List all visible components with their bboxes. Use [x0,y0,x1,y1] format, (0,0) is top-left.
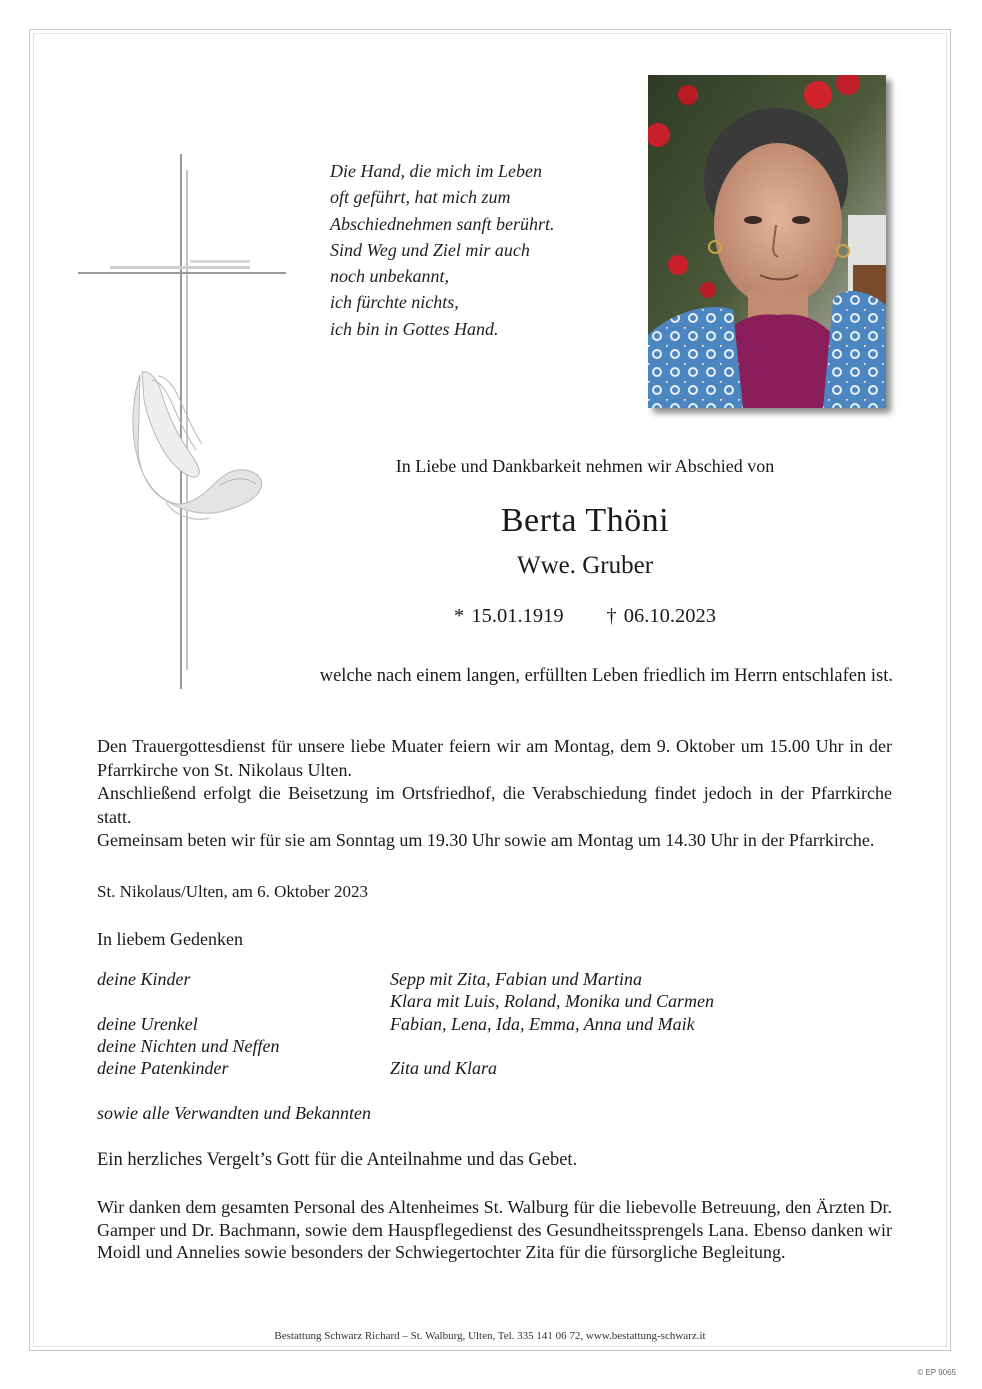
family-relation: deine Nichten und Neffen [97,1035,280,1056]
family-row [97,990,892,1012]
family-row [97,1035,892,1057]
life-dates [300,605,870,628]
footer-funeral-home: Bestattung Schwarz Richard – St. Walburg, Ulten, Tel. 335 141 06 72, www.bestattung-schwarz.it [274,1330,706,1342]
service-info [97,735,892,853]
poem-line: Die Hand, die mich im Leben [330,161,542,181]
portrait-photo [648,75,886,408]
family-names: Klara mit Luis, Roland, Monika und Carmen [390,991,715,1012]
poem-line: Sind Weg und Ziel mir auch [330,239,530,260]
thanks-long: Wir danken dem gesamten Personal des Altenheimes St. Walburg für die liebevolle Betreuung, den Ärzten Dr. Gamper und Dr. Bachmann, sowie dem Hauspflegedienst des Gesundheitssprengels Lana. Ebenso danken wir Moidl und Annelies sowie besonders der Schwiegertochter Zita für die fürsorgliche Begleitung. [97,1197,892,1262]
birth-date: * 15.01.1919 [454,605,564,627]
portrait-image [648,75,886,408]
place-date: St. Nikolaus/Ulten, am 6. Oktober 2023 [97,882,369,901]
intro-text: In Liebe und Dankbarkeit nehmen wir Abschied von [395,456,775,476]
poem [330,158,554,342]
cross-with-praying-hands [70,150,300,695]
family-row [97,1013,892,1035]
deceased-subname: Wwe. Gruber [516,552,654,579]
poem-line: ich fürchte nichts, [330,292,459,313]
family-names: Zita und Klara [390,1058,498,1079]
family-names: Fabian, Lena, Ida, Emma, Anna und Maik [390,1013,695,1034]
deceased-name: Berta Thöni [500,502,670,539]
print-code: © EP 9065 [917,1368,956,1377]
passed-text: welche nach einem langen, erfüllten Leben friedlich im Herrn entschlafen ist. [319,666,893,686]
service-paragraph: Anschließend erfolgt die Beisetzung im Ortsfriedhof, die Verabschiedung findet jedoch in der Pfarrkirche statt. [97,783,892,827]
poem-line: noch unbekannt, [330,266,449,287]
family-row [97,968,892,990]
cross-icon [70,150,300,695]
memory-heading: In liebem Gedenken [97,929,243,949]
death-date: † 06.10.2023 [606,605,716,627]
thanks-short: Ein herzliches Vergelt’s Gott für die Anteilnahme und das Gebet. [97,1150,578,1170]
service-paragraph: Den Trauergottesdienst für unsere liebe Muater feiern wir am Montag, dem 9. Oktober um 15.00 Uhr in der Pfarrkirche von St. Nikolaus Ulten. [97,736,892,780]
family-relation: deine Patenkinder [97,1058,229,1079]
poem-line: oft geführt, hat mich zum [330,187,511,208]
relatives-text: sowie alle Verwandten und Bekannten [97,1103,371,1123]
family-row [97,1057,892,1079]
poem-line: ich bin in Gottes Hand. [330,318,499,339]
family-relation: deine Kinder [97,969,191,989]
poem-line: Abschiednehmen sanft berührt. [330,213,555,234]
family-names: Sepp mit Zita, Fabian und Martina [390,969,642,989]
service-paragraph: Gemeinsam beten wir für sie am Sonntag um 19.30 Uhr sowie am Montag um 14.30 Uhr in der Pfarrkirche. [97,830,875,850]
praying-hands-icon [133,372,262,519]
family-relation: deine Urenkel [97,1013,198,1034]
family-list [97,968,892,1079]
